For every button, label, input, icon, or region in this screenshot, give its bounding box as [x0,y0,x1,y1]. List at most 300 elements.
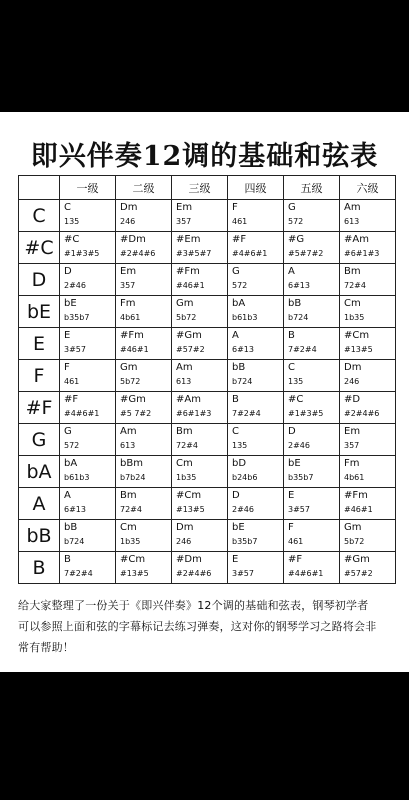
chord-name: B [64,554,71,565]
table-row [19,520,396,552]
chord-name: F [288,522,294,533]
chord-name: Gm [120,362,138,373]
chord-cell-content [340,328,395,359]
chord-notes: 2#46 [288,441,310,450]
chord-cell-content [340,296,395,327]
chord-name: bB [64,522,78,533]
chord-name: Am [120,426,137,437]
chord-name: C [288,362,295,373]
chord-notes: 613 [120,441,136,450]
chord-cell [60,360,116,392]
chord-cell [340,488,396,520]
chord-name: #Gm [176,330,202,341]
chord-notes: 72#4 [176,441,198,450]
chord-cell-content [340,392,395,423]
chord-notes: 6#13 [232,345,254,354]
chord-notes: 572 [288,217,304,226]
chord-name: #F [64,394,79,405]
chord-cell [60,264,116,296]
chord-notes: 72#4 [120,505,142,514]
chord-cell-content [116,552,171,583]
chord-notes: 1b35 [344,313,365,322]
chord-cell-content [116,392,171,423]
chord-name: B [232,394,239,405]
chord-cell [172,232,228,264]
chord-name: E [288,490,295,501]
chord-cell-content [228,328,283,359]
chord-name: bA [64,458,78,469]
chord-notes: b35b7 [232,537,258,546]
chord-cell-content [284,520,339,551]
chord-cell [116,360,172,392]
chord-notes: b61b3 [232,313,258,322]
chord-cell-content [228,520,283,551]
chord-name: #Fm [120,330,144,341]
row-key-label: G [19,424,60,456]
chord-cell [172,392,228,424]
chord-cell-content [284,424,339,455]
chord-cell [116,456,172,488]
header-degree-4: 四级 [228,176,284,200]
header-degree-2: 二级 [116,176,172,200]
chord-notes: b724 [232,377,253,386]
chord-cell-content [284,264,339,295]
chord-notes: b35b7 [288,473,314,482]
table-body [19,200,396,584]
chord-notes: 5b72 [120,377,141,386]
chord-cell-content [284,392,339,423]
chord-cell-content [116,424,171,455]
chord-cell-content [172,552,227,583]
chord-cell [172,520,228,552]
chord-cell [172,296,228,328]
chord-name: A [64,490,71,501]
chord-name: #Fm [344,490,368,501]
chord-notes: b7b24 [120,473,146,482]
chord-cell-content [340,456,395,487]
chord-cell-content [172,456,227,487]
chord-notes: #4#6#1 [232,249,268,258]
chord-name: G [288,202,296,213]
chord-cell [284,456,340,488]
chord-cell-content [284,552,339,583]
chord-cell-content [172,328,227,359]
row-key-label: bB [19,520,60,552]
chord-notes: #3#5#7 [176,249,212,258]
chord-notes: 613 [176,377,192,386]
chord-cell [340,296,396,328]
row-key-label: #F [19,392,60,424]
chord-name: #Gm [344,554,370,565]
chord-name: C [64,202,71,213]
chord-name: D [64,266,72,277]
chord-cell [116,520,172,552]
chord-name: #F [288,554,303,565]
chord-notes: 3#57 [232,569,254,578]
chord-cell [60,552,116,584]
row-key-label: D [19,264,60,296]
chord-cell [340,264,396,296]
chord-notes: 6#13 [288,281,310,290]
chord-notes: 461 [232,217,248,226]
chord-name: #Cm [176,490,202,501]
chord-cell [116,392,172,424]
chord-name: Bm [344,266,361,277]
chord-cell [60,424,116,456]
chord-cell [228,392,284,424]
chord-name: #C [64,234,80,245]
chord-name: F [64,362,70,373]
chord-notes: 135 [64,217,80,226]
chord-notes: 246 [176,537,192,546]
chord-cell [60,200,116,232]
chord-notes: 135 [288,377,304,386]
chord-cell [340,360,396,392]
chord-cell [228,200,284,232]
chord-name: B [288,330,295,341]
chord-name: #Cm [120,554,146,565]
chord-cell [60,328,116,360]
chord-notes: 461 [288,537,304,546]
chord-cell-content [340,520,395,551]
chord-name: bE [232,522,245,533]
chord-cell-content [228,360,283,391]
chord-cell [340,200,396,232]
chord-notes: b61b3 [64,473,90,482]
row-key-label: bA [19,456,60,488]
chord-cell [228,424,284,456]
chord-cell-content [60,520,115,551]
chord-notes: 357 [120,281,136,290]
chord-cell-content [116,456,171,487]
chord-notes: #4#6#1 [64,409,100,418]
table-row [19,488,396,520]
chord-table [18,175,396,584]
chord-notes: b35b7 [64,313,90,322]
chord-name: Cm [344,298,361,309]
chord-cell [116,424,172,456]
chord-cell [340,232,396,264]
chord-name: #C [288,394,304,405]
chord-cell-content [172,200,227,231]
chord-cell [228,456,284,488]
corner-cell [19,176,60,200]
chord-notes: #2#4#6 [176,569,212,578]
chord-cell [340,456,396,488]
chord-cell [284,200,340,232]
table-row [19,264,396,296]
row-key-label: bE [19,296,60,328]
chord-notes: 7#2#4 [288,345,317,354]
chord-cell [116,328,172,360]
chord-notes: 7#2#4 [232,409,261,418]
chord-notes: 613 [344,217,360,226]
chord-cell-content [172,520,227,551]
chord-name: Cm [120,522,137,533]
chord-cell [284,392,340,424]
chord-cell [284,552,340,584]
row-key-label: E [19,328,60,360]
chord-cell-content [172,264,227,295]
chord-name: Fm [344,458,360,469]
chord-notes: 72#4 [344,281,366,290]
chord-notes: #6#1#3 [176,409,212,418]
chord-cell-content [60,232,115,263]
chord-cell [284,328,340,360]
chord-cell-content [116,296,171,327]
chord-cell [340,520,396,552]
chord-cell-content [116,264,171,295]
chord-notes: #46#1 [120,345,149,354]
chord-notes: 1b35 [120,537,141,546]
chord-cell-content [60,456,115,487]
chord-cell-content [172,296,227,327]
chord-name: #Am [176,394,201,405]
chord-notes: 2#46 [232,505,254,514]
chord-cell [228,328,284,360]
chord-name: bB [232,362,246,373]
chord-cell-content [340,552,395,583]
chord-cell-content [228,424,283,455]
chord-notes: 3#57 [64,345,86,354]
chord-cell [60,456,116,488]
chord-name: bA [232,298,246,309]
chord-name: Cm [176,458,193,469]
chord-name: bE [64,298,77,309]
chord-name: Em [344,426,361,437]
chord-name: G [64,426,72,437]
chord-cell [116,200,172,232]
chord-notes: 4b61 [120,313,141,322]
chord-name: #D [344,394,361,405]
chord-cell-content [60,264,115,295]
chord-cell-content [228,488,283,519]
chord-cell-content [340,360,395,391]
chord-notes: 246 [344,377,360,386]
chord-notes: b724 [64,537,85,546]
chord-cell-content [228,264,283,295]
chord-notes: 5b72 [344,537,365,546]
chord-name: #Em [176,234,201,245]
chord-notes: #13#5 [344,345,373,354]
page-title: 即兴伴奏12调的基础和弦表 [30,141,379,172]
chord-name: D [288,426,296,437]
chord-notes: 4b61 [344,473,365,482]
chord-notes: #46#1 [176,281,205,290]
chord-cell-content [228,232,283,263]
chord-cell [60,232,116,264]
chord-cell [228,264,284,296]
chord-cell [172,456,228,488]
chord-notes: 572 [232,281,248,290]
chord-name: F [232,202,238,213]
chord-notes: #57#2 [176,345,205,354]
chord-cell [116,264,172,296]
chord-cell-content [284,328,339,359]
chord-cell [116,232,172,264]
chord-cell-content [284,488,339,519]
chord-cell [172,424,228,456]
chord-cell [284,520,340,552]
chord-notes: 5b72 [176,313,197,322]
chord-cell-content [116,488,171,519]
chord-cell-content [172,232,227,263]
chord-name: bE [288,458,301,469]
chord-name: C [232,426,239,437]
chord-name: Bm [120,490,137,501]
chord-cell-content [116,328,171,359]
chord-cell [228,520,284,552]
chord-cell [116,552,172,584]
chord-chart-sheet [0,112,409,672]
table-row [19,232,396,264]
chord-cell-content [172,424,227,455]
chord-name: bBm [120,458,143,469]
chord-name: E [64,330,71,341]
chord-notes: #13#5 [176,505,205,514]
chord-cell-content [284,360,339,391]
chord-cell-content [340,424,395,455]
chord-notes: #2#4#6 [344,409,380,418]
chord-cell-content [172,488,227,519]
chord-cell [284,296,340,328]
chord-cell [228,552,284,584]
chord-notes: 461 [64,377,80,386]
chord-cell-content [284,296,339,327]
chord-cell [284,360,340,392]
chord-cell [172,264,228,296]
chord-notes: b724 [288,313,309,322]
chord-cell-content [60,328,115,359]
table-row [19,456,396,488]
chord-name: #F [232,234,247,245]
header-degree-3: 三级 [172,176,228,200]
table-row [19,328,396,360]
chord-cell-content [116,200,171,231]
table-row [19,296,396,328]
table-row [19,200,396,232]
chord-cell-content [60,296,115,327]
chord-notes: #57#2 [344,569,373,578]
chord-cell [340,328,396,360]
chord-notes: 357 [176,217,192,226]
chord-name: D [232,490,240,501]
chord-notes: 2#46 [64,281,86,290]
table-row [19,392,396,424]
chord-cell-content [116,520,171,551]
chord-cell-content [60,424,115,455]
chord-cell [172,328,228,360]
chord-name: #Fm [176,266,200,277]
chord-cell-content [228,296,283,327]
chord-name: E [232,554,239,565]
chord-name: Bm [176,426,193,437]
chord-cell [172,200,228,232]
chord-name: #Am [344,234,369,245]
chord-notes: b24b6 [232,473,258,482]
chord-notes: 3#57 [288,505,310,514]
chord-name: #Dm [176,554,202,565]
chord-notes: #1#3#5 [288,409,324,418]
chord-cell [228,360,284,392]
chord-notes: 572 [64,441,80,450]
chord-name: Em [120,266,137,277]
chord-notes: #6#1#3 [344,249,380,258]
chord-cell [60,488,116,520]
chord-name: Am [344,202,361,213]
chord-cell-content [116,360,171,391]
chord-cell [60,392,116,424]
chord-name: Fm [120,298,136,309]
chord-cell [60,520,116,552]
header-degree-6: 六级 [340,176,396,200]
row-key-label: F [19,360,60,392]
chord-cell-content [60,392,115,423]
chord-name: bD [232,458,247,469]
chord-cell-content [228,392,283,423]
table-row [19,360,396,392]
chord-cell-content [116,232,171,263]
header-row [19,176,396,200]
header-degree-1: 一级 [60,176,116,200]
chord-name: Dm [344,362,362,373]
chord-cell-content [60,200,115,231]
row-key-label: B [19,552,60,584]
chord-notes: #13#5 [120,569,149,578]
chord-notes: #46#1 [344,505,373,514]
chord-cell-content [340,488,395,519]
chord-cell-content [228,552,283,583]
chord-name: G [232,266,240,277]
chord-notes: 7#2#4 [64,569,93,578]
chord-name: A [232,330,239,341]
chord-cell-content [60,488,115,519]
chord-cell-content [60,552,115,583]
table-row [19,552,396,584]
chord-notes: #2#4#6 [120,249,156,258]
chord-cell [60,296,116,328]
chord-name: Gm [344,522,362,533]
chord-notes: 357 [344,441,360,450]
chord-cell [284,264,340,296]
chord-cell [116,296,172,328]
chord-cell-content [60,360,115,391]
footer-note: 给大家整理了一份关于《即兴伴奏》12个调的基础和弦表，钢琴初学者可以参照上面和弦的字幕标记去练习弹奏，这对你的钢琴学习之路将会非常有帮助！ [18,599,377,654]
chord-notes: #1#3#5 [64,249,100,258]
chord-cell-content [340,200,395,231]
chord-name: #G [288,234,305,245]
chord-name: bB [288,298,302,309]
chord-cell [116,488,172,520]
chord-cell-content [172,360,227,391]
chord-name: #Gm [120,394,146,405]
row-key-label: C [19,200,60,232]
chord-name: #Cm [344,330,370,341]
chord-notes: #5 7#2 [120,409,152,418]
chord-cell [228,296,284,328]
chord-cell [172,552,228,584]
chord-notes: 6#13 [64,505,86,514]
chord-cell [340,552,396,584]
chord-name: Gm [176,298,194,309]
chord-cell-content [228,200,283,231]
header-degree-5: 五级 [284,176,340,200]
chord-cell-content [228,456,283,487]
chord-notes: 135 [232,441,248,450]
chord-notes: #5#7#2 [288,249,324,258]
chord-name: Em [176,202,193,213]
chord-cell [172,360,228,392]
